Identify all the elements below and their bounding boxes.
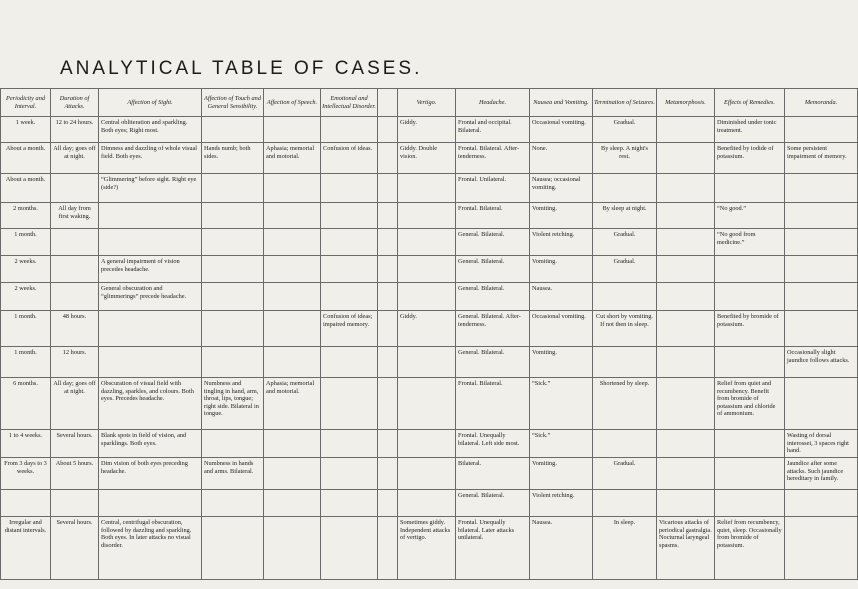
table-cell [264, 490, 321, 517]
table-cell: “No good.” [715, 203, 785, 229]
table-header-row [1, 89, 858, 117]
table-cell [785, 229, 858, 256]
table-cell [378, 311, 398, 347]
table-cell: All day; goes off at night. [51, 378, 99, 430]
table-cell [785, 311, 858, 347]
table-cell [202, 311, 264, 347]
table-cell [378, 378, 398, 430]
table-cell [715, 256, 785, 283]
table-cell: Frontal. Bilateral. [456, 378, 530, 430]
table-cell [657, 347, 715, 378]
table-cell: Aphasia; memorial and motorial. [264, 378, 321, 430]
table-row [1, 311, 858, 347]
table-cell: Numbness and tingling in hand, arm, throat, lips, tongue; right side. Bilateral in tongue. [202, 378, 264, 430]
table-cell [657, 256, 715, 283]
table-cell [321, 117, 378, 143]
table-cell [264, 229, 321, 256]
table-cell: Violent retching. [530, 490, 593, 517]
table-cell [264, 203, 321, 229]
column-header: Termination of Seizures. [593, 89, 657, 117]
table-cell [264, 458, 321, 490]
table-cell [1, 490, 51, 517]
table-cell: Some persistent impairment of memory. [785, 143, 858, 174]
table-cell: Confusion of ideas; impaired memory. [321, 311, 378, 347]
column-header: Nausea and Vomiting. [530, 89, 593, 117]
table-cell: Frontal. Unequally bilateral. Later attacks unilateral. [456, 517, 530, 580]
table-row [1, 347, 858, 378]
table-cell [321, 174, 378, 203]
column-header: Memoranda. [785, 89, 858, 117]
column-header: Emotional and Intellectual Disorder. [321, 89, 378, 117]
table-cell: Giddy. [398, 311, 456, 347]
table-cell: “Glimmering” before sight. Right eye (side?) [99, 174, 202, 203]
table-cell: Frontal and occipital. Bilateral. [456, 117, 530, 143]
table-cell [264, 283, 321, 311]
table-cell [657, 283, 715, 311]
table-cell: Central, centrifugal obscuration, followed by dazzling and sparkling. Both eyes. In later attacks no visual disorder. [99, 517, 202, 580]
table-cell [202, 517, 264, 580]
table-row [1, 117, 858, 143]
table-cell: Several hours. [51, 517, 99, 580]
table-cell: Nausea. [530, 517, 593, 580]
table-cell: A general impairment of vision precedes headache. [99, 256, 202, 283]
table-cell [657, 117, 715, 143]
table-cell [264, 517, 321, 580]
table-cell: Numbness in hands and arms. Bilateral. [202, 458, 264, 490]
table-cell: General. Bilateral. [456, 347, 530, 378]
table-cell: 1 to 4 weeks. [1, 430, 51, 458]
table-cell: Frontal. Unequally bilateral. Left side most. [456, 430, 530, 458]
table-cell: Gradual. [593, 458, 657, 490]
table-cell [715, 490, 785, 517]
table-cell [321, 490, 378, 517]
table-cell [321, 378, 378, 430]
table-cell [593, 174, 657, 203]
table-cell: Blank spots in field of vision, and sparklings. Both eyes. [99, 430, 202, 458]
table-cell: Wasting of dorsal interossei, 3 spaces right hand. [785, 430, 858, 458]
table-cell [785, 256, 858, 283]
table-cell: 2 weeks. [1, 256, 51, 283]
table-cell [51, 174, 99, 203]
table-cell [378, 117, 398, 143]
table-cell: Vomiting. [530, 458, 593, 490]
table-cell: About a month. [1, 143, 51, 174]
table-cell: 2 weeks. [1, 283, 51, 311]
table-cell: “No good from medicine.” [715, 229, 785, 256]
table-cell [202, 174, 264, 203]
table-cell [264, 174, 321, 203]
table-cell [321, 256, 378, 283]
table-cell [321, 430, 378, 458]
table-cell [657, 203, 715, 229]
column-header: Effects of Remedies. [715, 89, 785, 117]
table-cell [593, 283, 657, 311]
table-cell [321, 283, 378, 311]
table-cell [657, 378, 715, 430]
table-cell [202, 347, 264, 378]
table-cell: General. Bilateral. After-tenderness. [456, 311, 530, 347]
table-cell [378, 430, 398, 458]
table-row [1, 378, 858, 430]
table-cell [785, 378, 858, 430]
table-cell: Vomiting. [530, 256, 593, 283]
table-row [1, 229, 858, 256]
table-cell [51, 490, 99, 517]
table-cell [715, 174, 785, 203]
table-cell: 1 month. [1, 311, 51, 347]
table-cell [99, 203, 202, 229]
table-cell: “Sick.” [530, 430, 593, 458]
table-cell: General. Bilateral. [456, 256, 530, 283]
column-header: Affection of Touch and General Sensibility. [202, 89, 264, 117]
table-cell: All day from first waking. [51, 203, 99, 229]
table-cell: Confusion of ideas. [321, 143, 378, 174]
table-cell [321, 517, 378, 580]
table-cell [785, 203, 858, 229]
table-cell [264, 256, 321, 283]
table-cell: Vicarious attacks of periodical gastralgia. Nocturnal laryngeal spasms. [657, 517, 715, 580]
table-cell [715, 347, 785, 378]
table-cell [657, 458, 715, 490]
table-cell [202, 117, 264, 143]
table-cell: 12 to 24 hours. [51, 117, 99, 143]
table-cell: 48 hours. [51, 311, 99, 347]
table-cell [593, 430, 657, 458]
table-cell [715, 458, 785, 490]
table-cell [202, 203, 264, 229]
table-cell: Gradual. [593, 256, 657, 283]
column-header: Affection of Sight. [99, 89, 202, 117]
table-cell [657, 229, 715, 256]
table-cell [99, 490, 202, 517]
table-cell: Giddy. Double vision. [398, 143, 456, 174]
table-cell [398, 203, 456, 229]
table-cell: Aphasia; memorial and motorial. [264, 143, 321, 174]
table-row [1, 430, 858, 458]
table-cell: 1 month. [1, 229, 51, 256]
table-cell [378, 347, 398, 378]
table-cell [51, 229, 99, 256]
table-cell [99, 347, 202, 378]
table-cell: General. Bilateral. [456, 229, 530, 256]
table-cell: Bilateral. [456, 458, 530, 490]
table-cell [657, 430, 715, 458]
table-row [1, 458, 858, 490]
table-cell [202, 490, 264, 517]
table-cell [657, 311, 715, 347]
table-cell: 1 month. [1, 347, 51, 378]
table-cell [51, 256, 99, 283]
table-row [1, 283, 858, 311]
table-cell: Vomiting. [530, 203, 593, 229]
table-cell [321, 458, 378, 490]
column-header: Affection of Speech. [264, 89, 321, 117]
table-cell: Giddy. [398, 117, 456, 143]
table-cell: Frontal. Bilateral. After-tenderness. [456, 143, 530, 174]
table-cell: Nausea; occasional vomiting. [530, 174, 593, 203]
table-cell: Vomiting. [530, 347, 593, 378]
table-cell [378, 203, 398, 229]
table-cell: Occasional vomiting. [530, 311, 593, 347]
table-row [1, 517, 858, 580]
table-row [1, 490, 858, 517]
table-cell [657, 174, 715, 203]
table-cell [378, 229, 398, 256]
table-cell: Several hours. [51, 430, 99, 458]
table-cell: Gradual. [593, 229, 657, 256]
column-header: Duration of Attacks. [51, 89, 99, 117]
table-cell [398, 430, 456, 458]
table-cell [99, 229, 202, 256]
column-header: Periodicity and Interval. [1, 89, 51, 117]
table-cell [202, 430, 264, 458]
table-cell [264, 117, 321, 143]
table-cell: Dim vision of both eyes preceding headache. [99, 458, 202, 490]
table-cell: Frontal. Bilateral. [456, 203, 530, 229]
table-cell [715, 283, 785, 311]
table-cell [398, 283, 456, 311]
table-cell: In sleep. [593, 517, 657, 580]
table-cell: General. Bilateral. [456, 283, 530, 311]
table-cell: By sleep. A night's rest. [593, 143, 657, 174]
table-row [1, 174, 858, 203]
table-cell: Jaundice after some attacks. Such jaundice hereditary in family. [785, 458, 858, 490]
table-cell: 6 months. [1, 378, 51, 430]
table-cell: Hands numb; both sides. [202, 143, 264, 174]
table-cell [321, 203, 378, 229]
table-cell [398, 174, 456, 203]
page-title: ANALYTICAL TABLE OF CASES. [60, 58, 423, 79]
table-cell: Benefited by iodide of potassium. [715, 143, 785, 174]
table-cell [321, 229, 378, 256]
table-cell [99, 311, 202, 347]
table-cell: Occasional vomiting. [530, 117, 593, 143]
column-header: Headache. [456, 89, 530, 117]
table-cell: Dimness and dazzling of whole visual field. Both eyes. [99, 143, 202, 174]
table-cell [378, 517, 398, 580]
table-row [1, 143, 858, 174]
table-cell [378, 283, 398, 311]
table-cell [785, 517, 858, 580]
table-cell: Benefited by bromide of potassium. [715, 311, 785, 347]
table-cell: Relief from quiet and recumbency. Benefit from bromide of potassium and chloride of ammonium. [715, 378, 785, 430]
table-row [1, 203, 858, 229]
table-cell: About a month. [1, 174, 51, 203]
table-cell: Central obliteration and sparkling. Both eyes; Right most. [99, 117, 202, 143]
table-cell [264, 311, 321, 347]
table-cell: General obscuration and “glimmerings” precede headache. [99, 283, 202, 311]
table-cell: Shortened by sleep. [593, 378, 657, 430]
table-cell [378, 143, 398, 174]
table-cell [785, 174, 858, 203]
table-cell: Nausea. [530, 283, 593, 311]
table-cell: By sleep at night. [593, 203, 657, 229]
table-cell: Obscuration of visual field with dazzling, sparkles, and colours. Both eyes. Precedes headache. [99, 378, 202, 430]
table-cell [398, 229, 456, 256]
table-cell: Occasionally slight jaundice follows attacks. [785, 347, 858, 378]
table-cell [202, 229, 264, 256]
table-cell [378, 256, 398, 283]
analytical-table [0, 88, 858, 580]
table-cell [378, 490, 398, 517]
table-cell: About 5 hours. [51, 458, 99, 490]
table-cell [398, 458, 456, 490]
table-cell [202, 256, 264, 283]
table-cell [593, 347, 657, 378]
table-cell [715, 430, 785, 458]
table-cell: From 3 days to 3 weeks. [1, 458, 51, 490]
table-cell: 2 months. [1, 203, 51, 229]
table-cell: Irregular and distant intervals. [1, 517, 51, 580]
table-cell [657, 490, 715, 517]
table-cell: Diminished under tonic treatment. [715, 117, 785, 143]
table-cell: All day; goes off at night. [51, 143, 99, 174]
table-cell [785, 283, 858, 311]
table-cell [785, 490, 858, 517]
table-cell [398, 490, 456, 517]
table-cell [593, 490, 657, 517]
table-row [1, 256, 858, 283]
table-cell [378, 458, 398, 490]
table-cell: General. Bilateral. [456, 490, 530, 517]
column-header [378, 89, 398, 117]
table-cell: 1 week. [1, 117, 51, 143]
table-cell [321, 347, 378, 378]
table-cell [378, 174, 398, 203]
table-cell: Relief from recumbency, quiet, sleep. Occasionally from bromide of potassium. [715, 517, 785, 580]
table-cell: 12 hours. [51, 347, 99, 378]
table-cell: Frontal. Unilateral. [456, 174, 530, 203]
table-cell [264, 347, 321, 378]
table-cell [51, 283, 99, 311]
table-cell: Cut short by vomiting. If not then in sleep. [593, 311, 657, 347]
column-header: Vertigo. [398, 89, 456, 117]
column-header: Metamorphosis. [657, 89, 715, 117]
table-cell [785, 117, 858, 143]
table-cell [398, 256, 456, 283]
table-cell: None. [530, 143, 593, 174]
table-cell [264, 430, 321, 458]
table-cell: “Sick.” [530, 378, 593, 430]
table-cell: Violent retching. [530, 229, 593, 256]
table-cell [398, 378, 456, 430]
table-cell [202, 283, 264, 311]
table-cell: Sometimes giddy. Independent attacks of vertigo. [398, 517, 456, 580]
table-cell [657, 143, 715, 174]
table-cell: Gradual. [593, 117, 657, 143]
table-cell [398, 347, 456, 378]
